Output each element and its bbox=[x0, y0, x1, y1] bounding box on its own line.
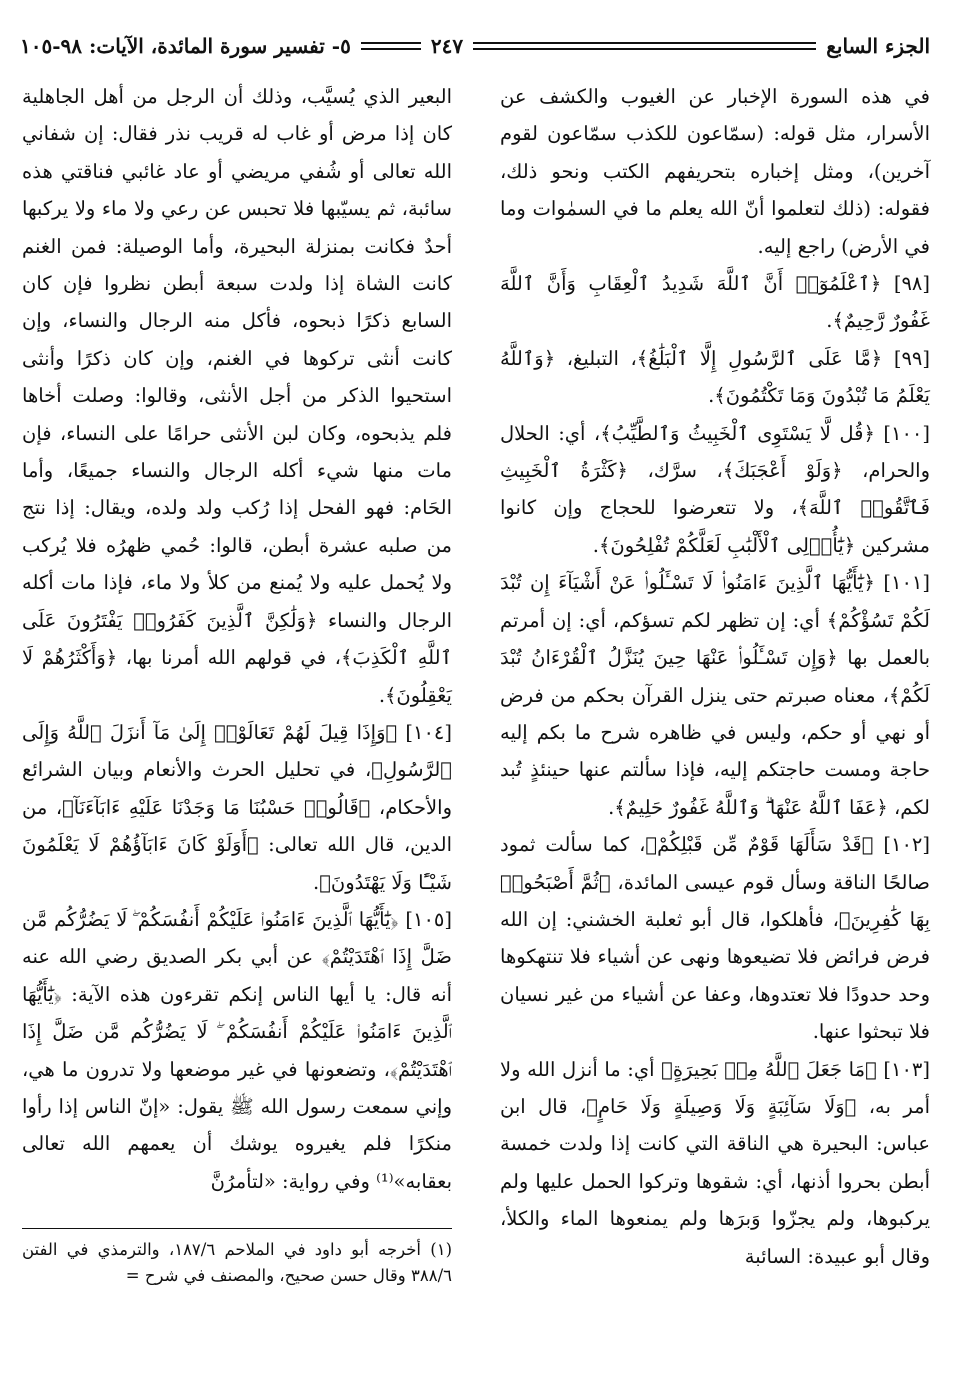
verse-99: [٩٩] ﴿مَّا عَلَى ٱلرَّسُولِ إِلَّا ٱلْبَلَٰغُ﴾، التبليغ، ﴿وَٱللَّهُ يَعْلَمُ مَا تُبْدُونَ وَمَا تَكْتُمُونَ﴾. bbox=[500, 346, 930, 408]
page-number: ٢٤٧ bbox=[430, 34, 464, 58]
footnote: (١) أخرجه أبو داود في الملاحم ١٨٧/٦، والترمذي في الفتن ٣٨٨/٦ وقال حسن صحيح، والمصنف في شرح = bbox=[22, 1240, 452, 1285]
left-column bbox=[22, 78, 452, 1200]
right-column bbox=[500, 78, 930, 1275]
verse-103: [١٠٣] ﴿مَا جَعَلَ ٱللَّهُ مِنۢ بَحِيرَةٍ﴾ أي: ما أنزل الله ولا أمر به، ﴿وَلَا سَآئِبَةٍ وَلَا وَصِيلَةٍ وَلَا حَامٍ﴾، قال ابن عباس: البحيرة هي الناقة التي كانت إذا ولدت خمسة أبطن بحروا أذنها، أي: شقوها وتركوا الحمل عليها ولم يركبوها، ولم يجزّوا وَبرَها ولم يمنعوها الماء والكلأ، وقال أبو عبيدة: السائبة bbox=[500, 1057, 930, 1268]
page-header bbox=[20, 28, 930, 64]
verse-105: [١٠٥] ﴿يَٰٓأَيُّهَا ٱلَّذِينَ ءَامَنُوا۟ عَلَيْكُمْ أَنفُسَكُمْ ۖ لَا يَضُرُّكُم مَّن ضَلَّ إِذَا ٱهْتَدَيْتُمْ﴾ عن أبي بكر الصديق رضي الله عنه أنه قال: يا أيها الناس إنكم تقرءون هذه الآية: ﴿يَٰٓأَيُّهَا ٱلَّذِينَ ءَامَنُوا۟ عَلَيْكُمْ أَنفُسَكُمْ ۖ لَا يَضُرُّكُم مَّن ضَلَّ إِذَا ٱهْتَدَيْتُمْ﴾، وتضعونها في غير موضعها ولا تدرون ما هي، وإني سمعت رسول الله ﷺ يقول: «إنّ الناس إذا رأوا منكرًا فلم يغيروه يوشك أن يعمهم الله تعالى بعقابه»⁽¹⁾ وفي رواية: «لتأمرُنَّ bbox=[22, 907, 452, 1193]
verse-100: [١٠٠] ﴿قُل لَّا يَسْتَوِى ٱلْخَبِيثُ وَٱلطَّيِّبُ﴾، أي: الحلال والحرام، ﴿وَلَوْ أَعْجَبَكَ﴾، سرَّك، ﴿كَثْرَةُ ٱلْخَبِيثِ فَٱتَّقُوا۟ ٱللَّهَ﴾، ولا تتعرضوا للحجاج وإن كانوا مشركين ﴿يَٰٓأُو۟لِى ٱلْأَلْبَٰبِ لَعَلَّكُمْ تُفْلِحُونَ﴾. bbox=[500, 421, 930, 557]
paragraph: البعير الذي يُسيَّب، وذلك أن الرجل من أهل الجاهلية كان إذا مرض أو غاب له قريب نذر فقال: إن شفاني الله تعالى أو شُفي مريضي أو عاد غائبي فناقتي هذه سائبة، ثم يسيّبها فلا تحبس عن رعي ولا ماء ولا يركبها أحدٌ فكانت بمنزلة البحيرة، وأما الوصيلة: فمن الغنم كانت الشاة إذا ولدت سبعة أبطن نظروا فإن كان السابع ذكرًا ذبحوه، فأكل منه الرجال والنساء، وإن كانت أنثى تركوها في الغنم، وإن كان ذكرًا وأنثى استحيوا الذكر من أجل الأنثى، وقالوا: وصلت أخاها فلم يذبحوه، وكان لبن الأنثى حرامًا على النساء، فإن مات منها شيء أكله الرجال والنساء جميعًا، وأما الحَام: فهو الفحل إذا رُكب ولد ولده، ويقال: إذا نتج من صلبه عشرة أبطن، قالوا: حُمي ظهرُه فلا يُركب ولا يُحمل عليه ولا يُمنع من كلأ ولا ماء، فإذا مات أكله الرجال والنساء ﴿وَلَٰكِنَّ ٱلَّذِينَ كَفَرُوا۟ يَفْتَرُونَ عَلَى ٱللَّهِ ٱلْكَذِبَ﴾، في قولهم الله أمرنا بها، ﴿وَأَكْثَرُهُمْ لَا يَعْقِلُونَ﴾. bbox=[22, 85, 452, 707]
paragraph: في هذه السورة الإخبار عن الغيوب والكشف عن الأسرار، مثل قوله: (سمّاعون للكذب سمّاعون لقوم آخرين)، ومثل إخباره بتحريفهم الكتب ونحو ذلك، فقوله: (ذلك لتعلموا أنّ الله يعلم ما في السمٰوات وما في الأرض) راجع إليه. bbox=[500, 85, 930, 258]
verse-98: [٩٨] ﴿ٱعْلَمُوٓا۟ أَنَّ ٱللَّهَ شَدِيدُ ٱلْعِقَابِ وَأَنَّ ٱللَّهَ غَفُورٌ رَّحِيمٌ﴾. bbox=[500, 272, 930, 333]
header-rule bbox=[361, 42, 421, 50]
verse-102: [١٠٢] ﴿قَدْ سَأَلَهَا قَوْمٌ مِّن قَبْلِكُمْ﴾، كما سألت ثمود صالحًا الناقة وسأل قوم عيسى المائدة، ﴿ثُمَّ أَصْبَحُوا۟ بِهَا كَٰفِرِينَ﴾، فأهلكوا، قال أبو ثعلبة الخشني: إن الله فرض فرائض فلا تضيعوها ونهى عن أشياء فلا تنتهكوها وحد حدودًا فلا تعتدوها، وعفا عن أشياء من غير نسيان فلا تبحثوا عنها. bbox=[500, 833, 930, 1044]
section-title: ٥- تفسير سورة المائدة، الآيات: ٩٨-١٠٥ bbox=[20, 34, 351, 58]
verse-101: [١٠١] ﴿يَٰٓأَيُّهَا ٱلَّذِينَ ءَامَنُوا۟ لَا تَسْـَٔلُوا۟ عَنْ أَشْيَآءَ إِن تُبْدَ لَكُمْ تَسُؤْكُمْ﴾ أي: إن تظهر لكم تسؤكم، أي: إن أمرتم بالعمل بها ﴿وَإِن تَسْـَٔلُوا۟ عَنْهَا حِينَ يُنَزَّلُ ٱلْقُرْءَانُ تُبْدَ لَكُمْ﴾، معناه صبرتم حتى ينزل القرآن بحكم من فرض أو نهي أو حكم، وليس في ظاهره شرح ما بكم إليه حاجة ومست حاجتكم إليه، فإذا سألتم عنها حينئذٍ تُبد لكم، ﴿عَفَا ٱللَّهُ عَنْهَا ۗ وَٱللَّهُ غَفُورٌ حَلِيمٌ﴾. bbox=[500, 571, 930, 819]
verse-104: [١٠٤] ﴿وَإِذَا قِيلَ لَهُمْ تَعَالَوْا۟ إِلَىٰ مَآ أَنزَلَ ٱللَّهُ وَإِلَى ٱلرَّسُولِ﴾، في تحليل الحرث والأنعام وبيان الشرائع والأحكام، ﴿قَالُوا۟ حَسْبُنَا مَا وَجَدْنَا عَلَيْهِ ءَابَآءَنَآ﴾، من الدين، قال الله تعالى: ﴿أَوَلَوْ كَانَ ءَابَآؤُهُمْ لَا يَعْلَمُونَ شَيْـًٔا وَلَا يَهْتَدُونَ﴾. bbox=[22, 720, 452, 894]
footnotes bbox=[22, 1228, 452, 1289]
header-rule bbox=[473, 42, 816, 50]
part-label: الجزء السابع bbox=[826, 34, 930, 58]
